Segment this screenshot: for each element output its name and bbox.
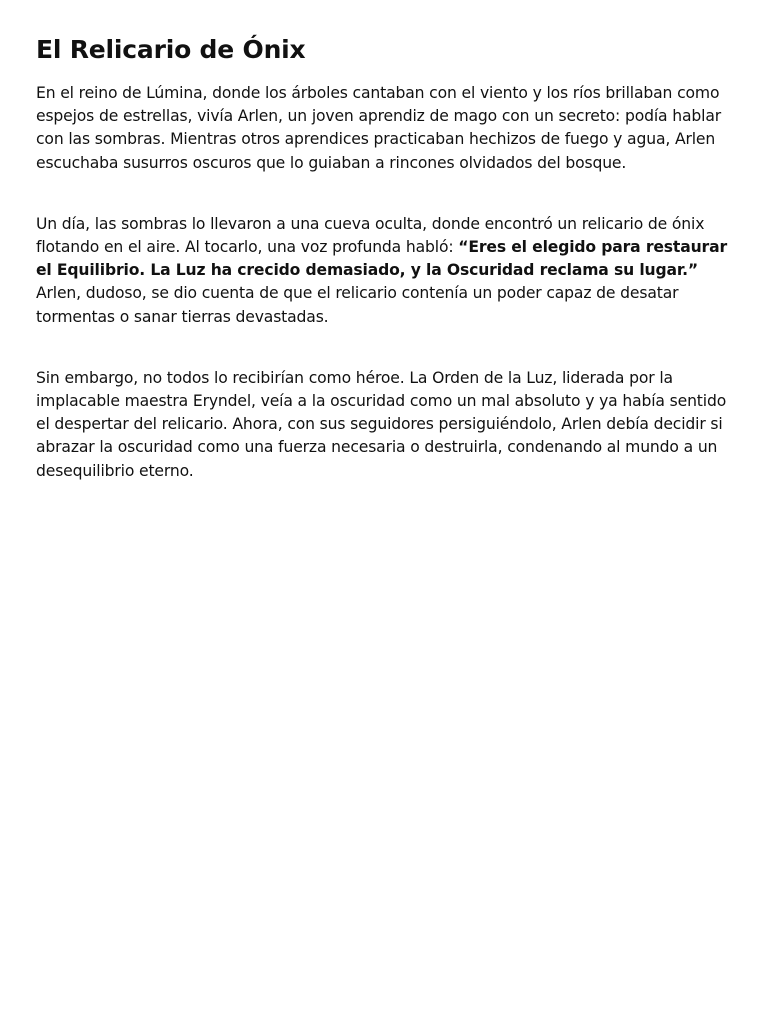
paragraph-2-bold-quote: “Eres el elegido para restaurar el Equilibrio. La Luz ha crecido demasiado, y la Oscuridad reclama su lugar.” — [36, 238, 728, 280]
paragraph-2-text-before: Un día, las sombras lo llevaron a una cueva oculta, donde encontró un relicario de ónix flotando en el aire. Al tocarlo, una voz profunda habló: — [36, 214, 705, 257]
page-title: El Relicario de Ónix — [36, 35, 306, 64]
paragraph-1: En el reino de Lúmina, donde los árboles cantaban con el viento y los ríos brillaban como espejos de estrellas, vivía Arlen, un joven aprendiz de mago con un secreto: podía hablar con las sombras. Mientras otros aprendices practicaban hechizos de fuego y agua, Arlen escuchaba susurros oscuros que lo guiaban a rincones olvidados del bosque. — [36, 84, 721, 172]
paragraph-2 — [36, 213, 732, 329]
paragraph-3: Sin embargo, no todos lo recibirían como héroe. La Orden de la Luz, liderada por la implacable maestra Eryndel, veía a la oscuridad como un mal absoluto y ya había sentido el despertar del relicario. Ahora, con sus seguidores persiguiéndolo, Arlen debía decidir si abrazar la oscuridad como una fuerza necesaria o destruirla, condenando al mundo a un desequilibrio eterno. — [36, 368, 727, 480]
document — [0, 0, 768, 483]
paragraph-2-text-after: Arlen, dudoso, se dio cuenta de que el relicario contenía un poder capaz de desatar tormentas o sanar tierras devastadas. — [36, 284, 679, 326]
